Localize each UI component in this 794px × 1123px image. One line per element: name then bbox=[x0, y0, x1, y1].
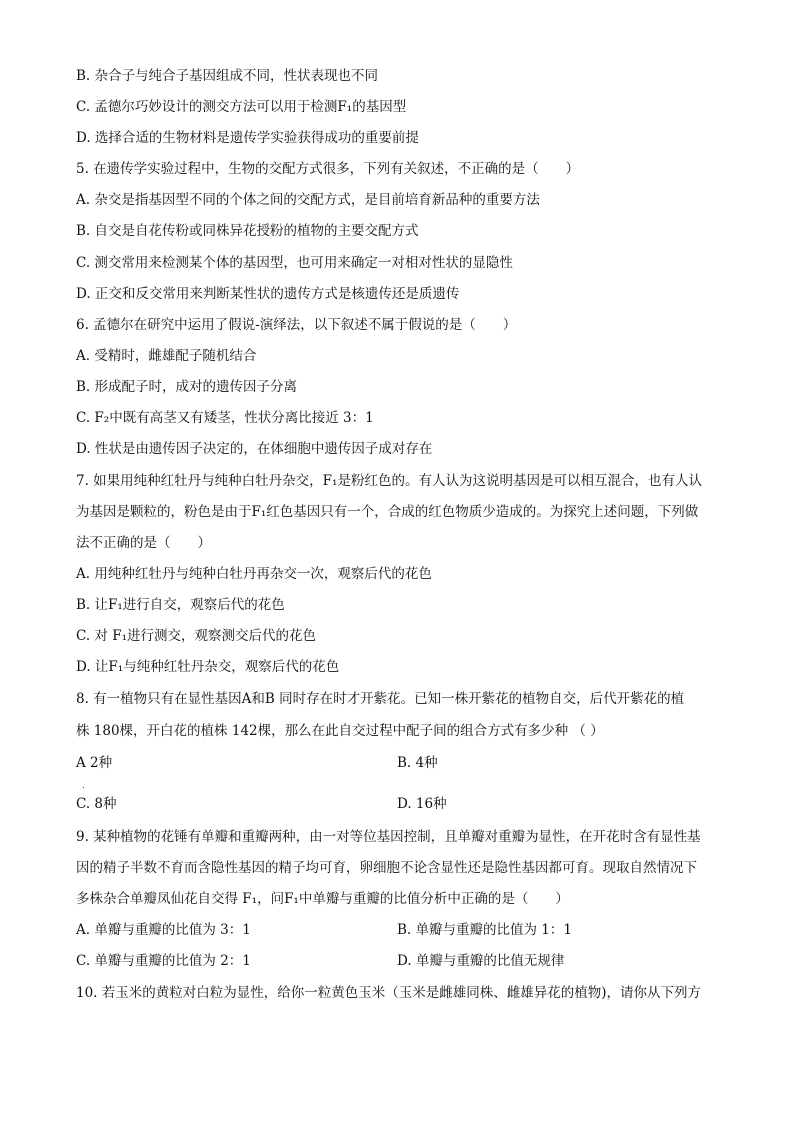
option-4c: C. 孟德尔巧妙设计的测交方法可以用于检测F₁的基因型 bbox=[76, 99, 407, 115]
option-9d: D. 单瓣与重瓣的比值无规律 bbox=[397, 953, 565, 969]
option-6d: D. 性状是由遗传因子决定的，在体细胞中遗传因子成对存在 bbox=[76, 441, 433, 457]
option-5c: C. 测交常用来检测某个体的基因型，也可用来确定一对相对性状的显隐性 bbox=[76, 255, 513, 271]
option-6a: A. 受精时，雌雄配子随机结合 bbox=[76, 348, 257, 364]
option-7d: D. 让F₁与纯种红牡丹杂交，观察后代的花色 bbox=[76, 659, 340, 675]
option-9a: A. 单瓣与重瓣的比值为 3：1 bbox=[76, 922, 251, 938]
option-6c: C. F₂中既有高茎又有矮茎，性状分离比接近 3：1 bbox=[76, 410, 374, 426]
option-4d: D. 选择合适的生物材料是遗传学实验获得成功的重要前提 bbox=[76, 130, 419, 146]
option-7b: B. 让F₁进行自交，观察后代的花色 bbox=[76, 597, 285, 613]
option-8c: C. 8种 bbox=[76, 796, 117, 812]
option-9b: B. 单瓣与重瓣的比值为 1：1 bbox=[397, 922, 572, 938]
option-9c: C. 单瓣与重瓣的比值为 2：1 bbox=[76, 953, 251, 969]
option-8a: A 2种 bbox=[76, 755, 113, 771]
option-7a: A. 用纯种红牡丹与纯种白牡丹再杂交一次，观察后代的花色 bbox=[76, 566, 432, 582]
option-6b: B. 形成配子时，成对的遗传因子分离 bbox=[76, 379, 298, 395]
option-5d: D. 正交和反交常用来判断某性状的遗传方式是核遗传还是质遗传 bbox=[76, 286, 460, 302]
question-9-line-1: 9. 某种植物的花锤有单瓣和重瓣两种，由一对等位基因控制，且单瓣对重瓣为显性，在开花时含有显性基 bbox=[76, 829, 701, 845]
option-8b: B. 4种 bbox=[397, 755, 438, 771]
question-6: 6. 孟德尔在研究中运用了假说-演绎法，以下叙述不属于假说的是（ ） bbox=[76, 317, 517, 333]
option-7c: C. 对 F₁进行测交，观察测交后代的花色 bbox=[76, 628, 317, 644]
question-7-line-1: 7. 如果用纯种红牡丹与纯种白牡丹杂交，F₁是粉红色的。有人认为这说明基因是可以相互混合，也有人认 bbox=[76, 473, 702, 489]
question-7-line-3: 法不正确的是（ ） bbox=[76, 535, 211, 551]
option-4b: B. 杂合子与纯合子基因组成不同，性状表现也不同 bbox=[76, 68, 379, 84]
question-9-line-2: 因的精子半数不育而含隐性基因的精子均可育，卵细胞不论含显性还是隐性基因都可育。现取自然情况下 bbox=[76, 860, 697, 876]
option-5b: B. 自交是自花传粉或同株异花授粉的植物的主要交配方式 bbox=[76, 223, 419, 239]
question-8-line-1: 8. 有一植物只有在显性基因A和B 同时存在时才开紫花。已知一株开紫花的植物自交，后代开紫花的植 bbox=[76, 691, 685, 707]
question-7-line-2: 为基因是颗粒的，粉色是由于F₁红色基因只有一个，合成的红色物质少造成的。为探究上述问题，下列做 bbox=[76, 504, 699, 520]
question-8-line-2: 株 180棵，开白花的植株 142棵，那么在此自交过程中配子间的组合方式有多少种 （ ） bbox=[76, 723, 604, 739]
question-9-line-3: 多株杂合单瓣凤仙花自交得 F₁，问F₁中单瓣与重瓣的比值分析中正确的是（ ） bbox=[76, 891, 569, 907]
option-8d: D. 16种 bbox=[397, 796, 447, 812]
stray-mark: . bbox=[82, 781, 85, 790]
question-10-line-1: 10. 若玉米的黄粒对白粒为显性，给你一粒黄色玉米（玉米是雌雄同株、雌雄异花的植物)，请你从下列方 bbox=[76, 985, 702, 1001]
option-5a: A. 杂交是指基因型不同的个体之间的交配方式，是目前培育新品种的重要方法 bbox=[76, 192, 540, 208]
question-5: 5. 在遗传学实验过程中，生物的交配方式很多，下列有关叙述，不正确的是（ ） bbox=[76, 161, 580, 177]
